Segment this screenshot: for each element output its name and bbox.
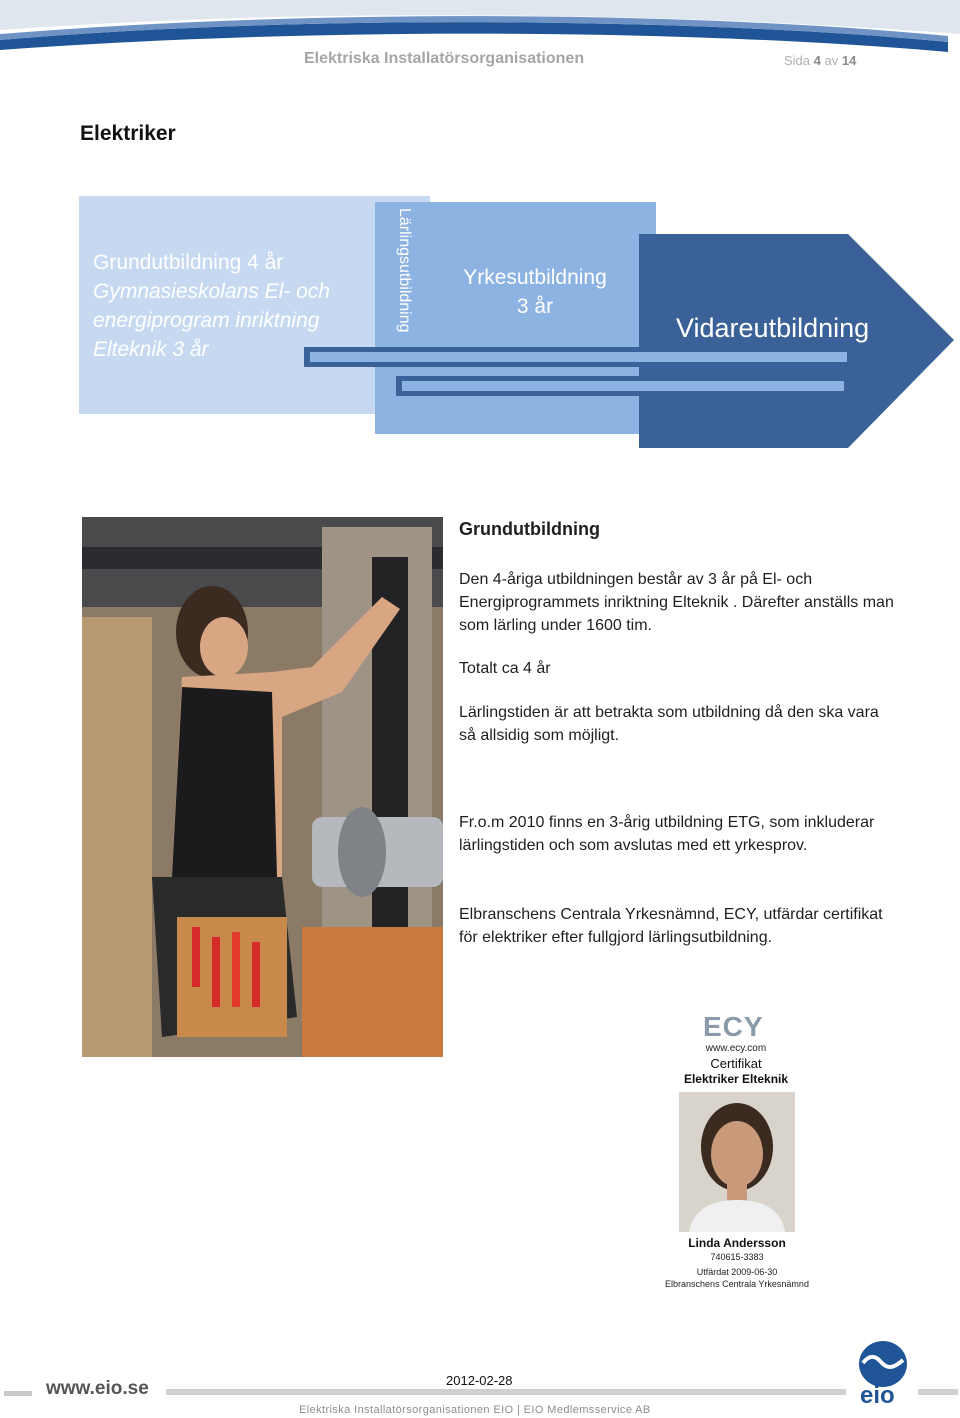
certificate-holder-id: 740615-3383 xyxy=(710,1252,764,1262)
electrician-photo xyxy=(82,517,443,1057)
paragraph-3: Lärlingstiden är att betrakta som utbildning då den ska vara så allsidig som möjligt. xyxy=(459,704,879,744)
footer-rule xyxy=(166,1389,846,1395)
certificate-holder-name: Linda Andersson xyxy=(688,1236,786,1250)
diagram-grund-line2: Gymnasieskolans El- och energiprogram inriktning Elteknik 3 år xyxy=(93,280,330,361)
header-org-title: Elektriska Installatörsorganisationen xyxy=(304,50,585,67)
diagram-grund-line1: Grundutbildning 4 år xyxy=(93,251,284,274)
footer-website: www.eio.se xyxy=(46,1378,149,1399)
section-title: Grundutbildning xyxy=(459,519,600,539)
diagram-yrkesutbildning-text xyxy=(430,263,640,321)
footer-rule-right xyxy=(918,1389,958,1395)
page-current: 4 xyxy=(813,53,821,68)
certificate-title: Certifikat xyxy=(710,1056,762,1071)
page-indicator xyxy=(784,53,856,68)
paragraph-5: Elbranschens Centrala Yrkesnämnd, ECY, utfärdar certifikat för elektriker efter fullgjord lärlingsutbildning. xyxy=(459,906,883,946)
certificate-portrait xyxy=(679,1092,795,1232)
certificate-issued: Utfärdat 2009-06-30 xyxy=(696,1267,778,1277)
paragraph-2: Totalt ca 4 år xyxy=(459,660,551,677)
page-sep: av xyxy=(824,53,839,68)
paragraph-4: Fr.o.m 2010 finns en 3-årig utbildning ETG, som inkluderar lärlingstiden och som avslutas med ett yrkesprov. xyxy=(459,814,875,854)
diagram-yrkes-line1: Yrkesutbildning xyxy=(463,266,607,289)
certificate-card xyxy=(655,1005,827,1295)
footer-date: 2012-02-28 xyxy=(446,1373,513,1388)
certificate-issuer: Elbranschens Centrala Yrkesnämnd xyxy=(665,1279,809,1289)
ecy-logo: ECY xyxy=(703,1011,764,1042)
eio-logo-text: eio xyxy=(860,1382,895,1409)
certificate-url: www.ecy.com xyxy=(705,1043,767,1054)
diagram-yrkes-line2: 3 år xyxy=(516,295,554,318)
diagram-vidareutbildning-text: Vidareutbildning xyxy=(676,313,870,343)
footer-subline: Elektriska Installatörsorganisationen EIO | EIO Medlemsservice AB xyxy=(299,1404,651,1416)
page-total: 14 xyxy=(841,53,857,68)
page-title: Elektriker xyxy=(80,122,176,145)
diagram-grundutbildning-text xyxy=(93,248,363,364)
certificate-subtitle: Elektriker Elteknik xyxy=(683,1072,789,1086)
paragraph-1: Den 4-åriga utbildningen består av 3 år på El- och Energiprogrammets inriktning Elteknik . Därefter anställs man som lärling under 1600 tim. xyxy=(459,571,894,634)
footer-rule-left xyxy=(4,1391,32,1396)
diagram-larlingsutbildning-label: Lärlingsutbildning xyxy=(396,208,413,333)
page-prefix: Sida xyxy=(784,53,811,68)
